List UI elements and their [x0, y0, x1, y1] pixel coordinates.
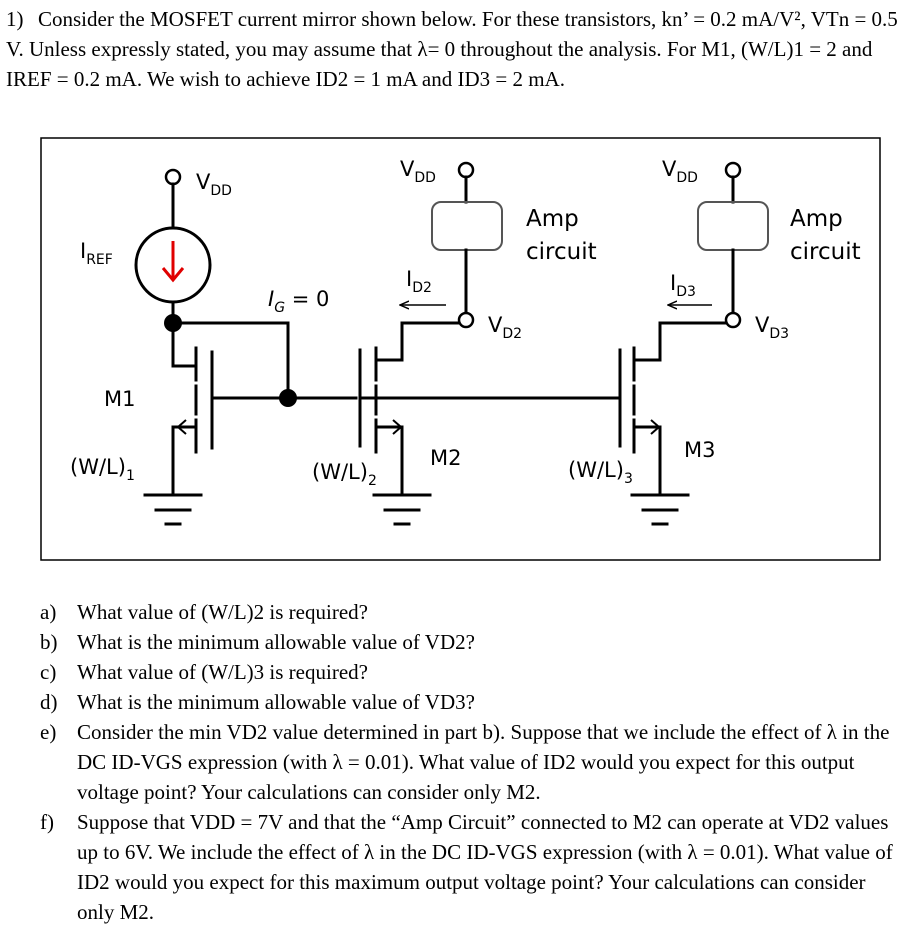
question-label: f)	[40, 810, 54, 834]
question-item	[40, 807, 900, 927]
amp-circuit-box-m2	[432, 202, 502, 250]
vdd-terminal-m3	[726, 163, 740, 177]
drain-junction-dot	[164, 314, 182, 332]
question-text: Suppose that VDD = 7V and that the “Amp Circuit” connected to M2 can operate at VD2 values up to 6V. We include the effect of λ in the DC ID-VGS expression (with λ = 0.01). What value of ID2 would you expect for this maximum output voltage point? Your calculations can consider only M2.	[77, 810, 893, 924]
question-text: What value of (W/L)3 is required?	[77, 660, 368, 684]
m2-label: M2	[430, 446, 462, 470]
vd3-output-terminal	[726, 313, 740, 327]
wl3-label: $(W/L)_3$	[568, 458, 633, 487]
amp-label-line2-m2: circuit	[526, 239, 597, 265]
question-item	[40, 597, 900, 627]
ground-icon	[632, 495, 688, 524]
question-text: What value of (W/L)2 is required?	[77, 600, 368, 624]
vdd-terminal-m1	[166, 170, 180, 184]
ground-icon	[145, 495, 201, 524]
question-item	[40, 657, 900, 687]
id2-label: $I_{D2}$	[406, 267, 432, 296]
vdd-terminal-m2	[459, 163, 473, 177]
wl2-label: $(W/L)_2$	[312, 460, 377, 489]
problem-number: 1)	[6, 7, 24, 31]
m1-reference-branch	[136, 170, 356, 495]
question-label: d)	[40, 690, 58, 714]
vd3-label: $V_{D3}$	[755, 313, 790, 342]
question-label: a)	[40, 600, 57, 624]
iref-label: $I_{REF}$	[80, 239, 113, 268]
m1-label: M1	[104, 387, 136, 411]
m3-label: M3	[684, 438, 716, 462]
question-item	[40, 687, 900, 717]
vd2-output-terminal	[459, 313, 473, 327]
vdd-label-m2: $V_{DD}$	[400, 157, 436, 186]
question-label: c)	[40, 660, 57, 684]
question-item	[40, 717, 900, 807]
amp-label-line2-m3: circuit	[790, 239, 861, 265]
ig-label: $I_G = 0$	[268, 287, 330, 316]
amp-label-line1-m2: Amp	[526, 206, 579, 232]
ground-icon	[374, 495, 430, 524]
vdd-label-m1: $V_{DD}$	[196, 170, 232, 199]
iref-arrow-icon	[163, 241, 183, 280]
vdd-label-m3: $V_{DD}$	[662, 157, 698, 186]
question-label: e)	[40, 720, 57, 744]
gate-junction-dot	[279, 389, 297, 407]
question-item	[40, 627, 900, 657]
id3-label: $I_{D3}$	[670, 271, 696, 300]
question-text: What is the minimum allowable value of VD3?	[77, 690, 475, 714]
vd2-label: $V_{D2}$	[488, 313, 523, 342]
question-list	[40, 597, 900, 927]
wl1-label: $(W/L)_1$	[70, 455, 135, 484]
question-text: Consider the min VD2 value determined in part b). Suppose that we include the effect of λ in the DC ID-VGS expression (with λ = 0.01). What value of ID2 would you expect for this output voltage point? Your calculations can consider only M2.	[77, 720, 890, 804]
problem-intro-text: Consider the MOSFET current mirror shown below. For these transistors, kn’ = 0.2 mA/V², VTn = 0.5 V. Unless expressly stated, you may assume that λ= 0 throughout the analysis. For M1, (W/L)1 = 2 and IREF = 0.2 mA. We wish to achieve ID2 = 1 mA and ID3 = 2 mA.	[6, 7, 898, 91]
amp-label-line1-m3: Amp	[790, 206, 843, 232]
question-text: What is the minimum allowable value of VD2?	[77, 630, 475, 654]
amp-circuit-box-m3	[698, 202, 768, 250]
question-label: b)	[40, 630, 58, 654]
